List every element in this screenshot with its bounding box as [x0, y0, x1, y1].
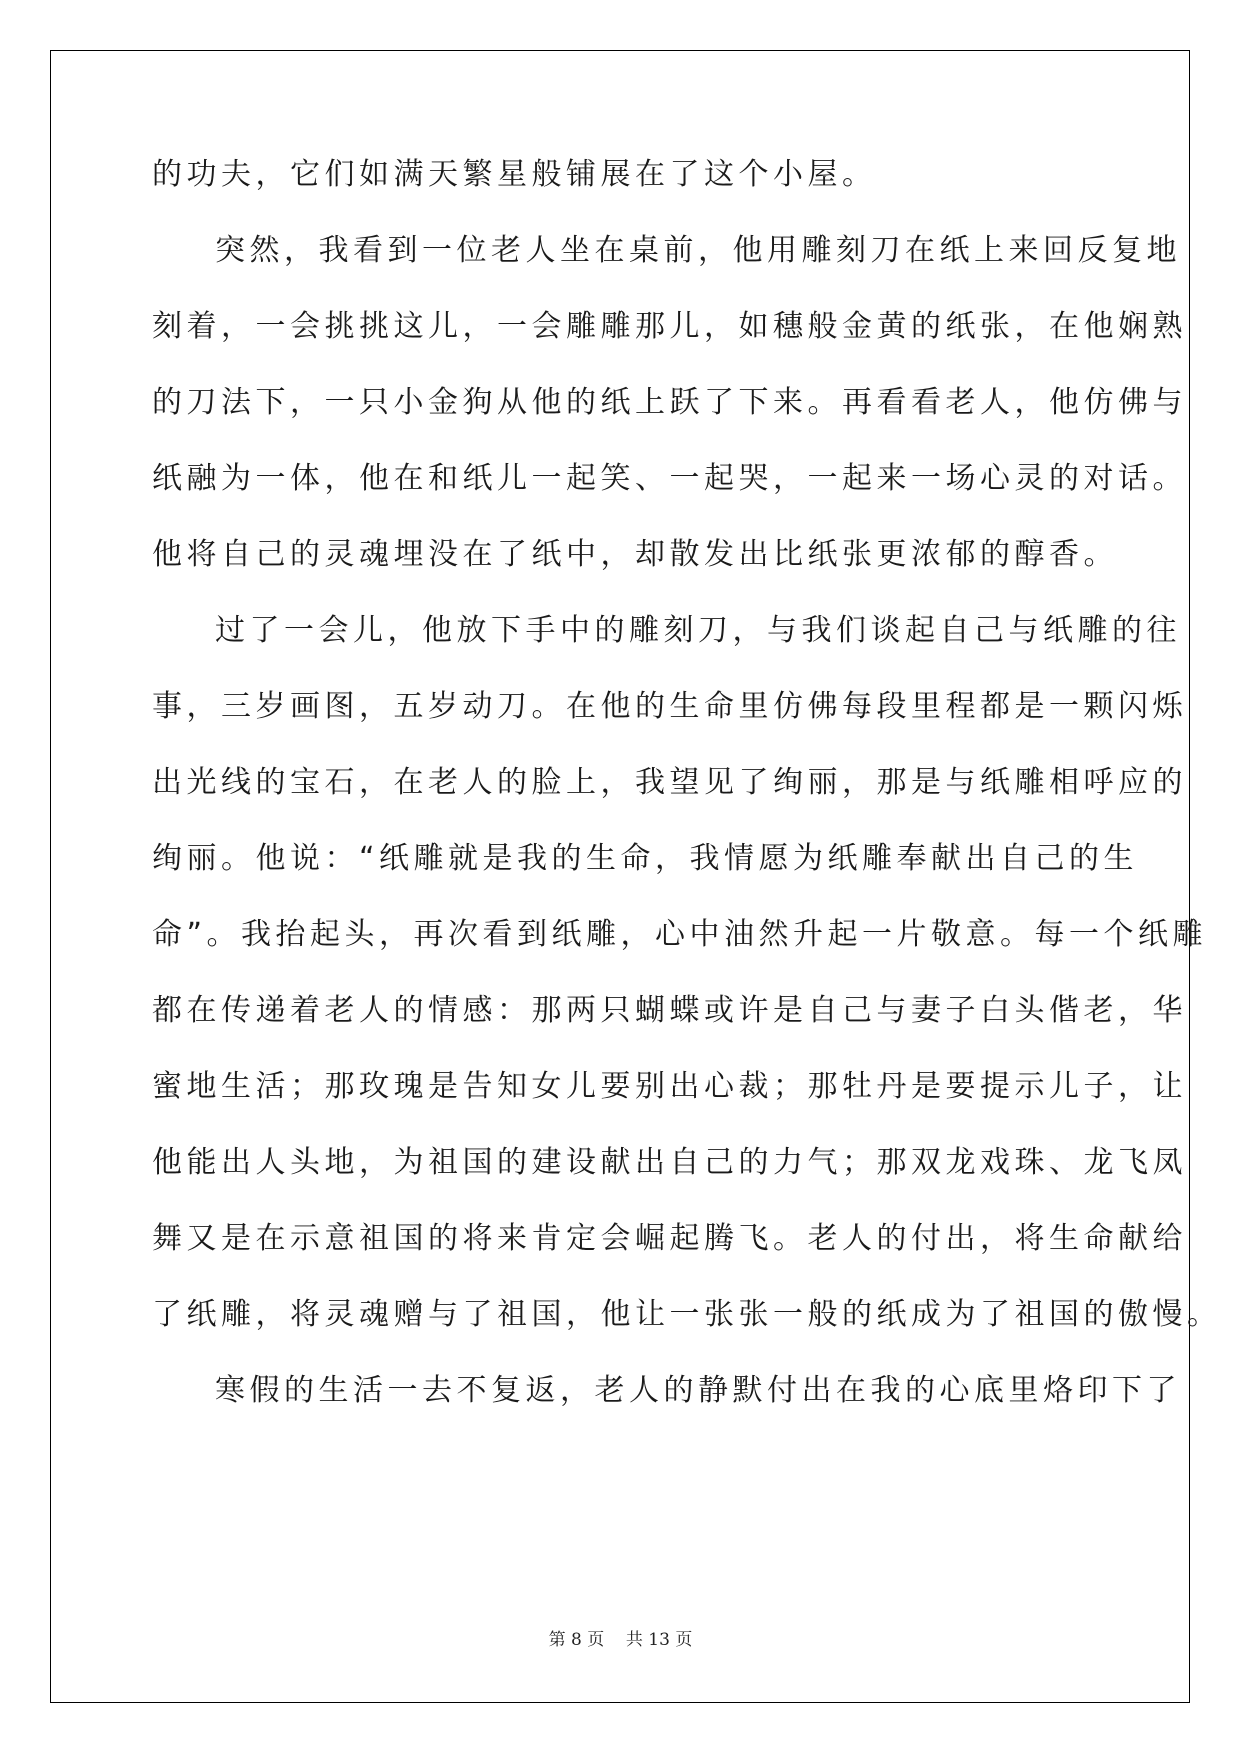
page-number: 第 8 页 共 13 页: [548, 1630, 693, 1650]
text-line: 寒假的生活一去不复返，老人的静默付出在我的心底里烙印下了: [215, 1373, 1181, 1408]
text-line: 的功夫，它们如满天繁星般铺展在了这个小屋。: [152, 157, 877, 192]
text-line: 命”。我抬起头，再次看到纸雕，心中油然升起一片敬意。每一个纸雕: [152, 917, 1208, 952]
text-line: 舞又是在示意祖国的将来肯定会崛起腾飞。老人的付出，将生命献给: [152, 1221, 1187, 1256]
text-line: 他将自己的灵魂埋没在了纸中，却散发出比纸张更浓郁的醇香。: [152, 537, 1118, 572]
text-line: 过了一会儿，他放下手中的雕刻刀，与我们谈起自己与纸雕的往: [215, 613, 1181, 648]
text-line: 纸融为一体，他在和纸儿一起笑、一起哭，一起来一场心灵的对话。: [152, 461, 1187, 496]
text-line: 刻着，一会挑挑这儿，一会雕雕那儿，如穗般金黄的纸张，在他娴熟: [152, 309, 1187, 344]
text-line: 他能出人头地，为祖国的建设献出自己的力气；那双龙戏珠、龙飞凤: [152, 1145, 1187, 1180]
text-line: 都在传递着老人的情感：那两只蝴蝶或许是自己与妻子白头偕老，华: [152, 993, 1187, 1028]
text-line: 出光线的宝石，在老人的脸上，我望见了绚丽，那是与纸雕相呼应的: [152, 765, 1187, 800]
text-line: 突然，我看到一位老人坐在桌前，他用雕刻刀在纸上来回反复地: [215, 233, 1181, 268]
text-line: 事，三岁画图，五岁动刀。在他的生命里仿佛每段里程都是一颗闪烁: [152, 689, 1187, 724]
text-line: 蜜地生活；那玫瑰是告知女儿要别出心裁；那牡丹是要提示儿子，让: [152, 1069, 1187, 1104]
text-line: 了纸雕，将灵魂赠与了祖国，他让一张张一般的纸成为了祖国的傲慢。: [152, 1297, 1222, 1332]
text-line: 绚丽。他说：“纸雕就是我的生命，我情愿为纸雕奉献出自己的生: [152, 841, 1139, 876]
text-line: 的刀法下，一只小金狗从他的纸上跃了下来。再看看老人，他仿佛与: [152, 385, 1187, 420]
